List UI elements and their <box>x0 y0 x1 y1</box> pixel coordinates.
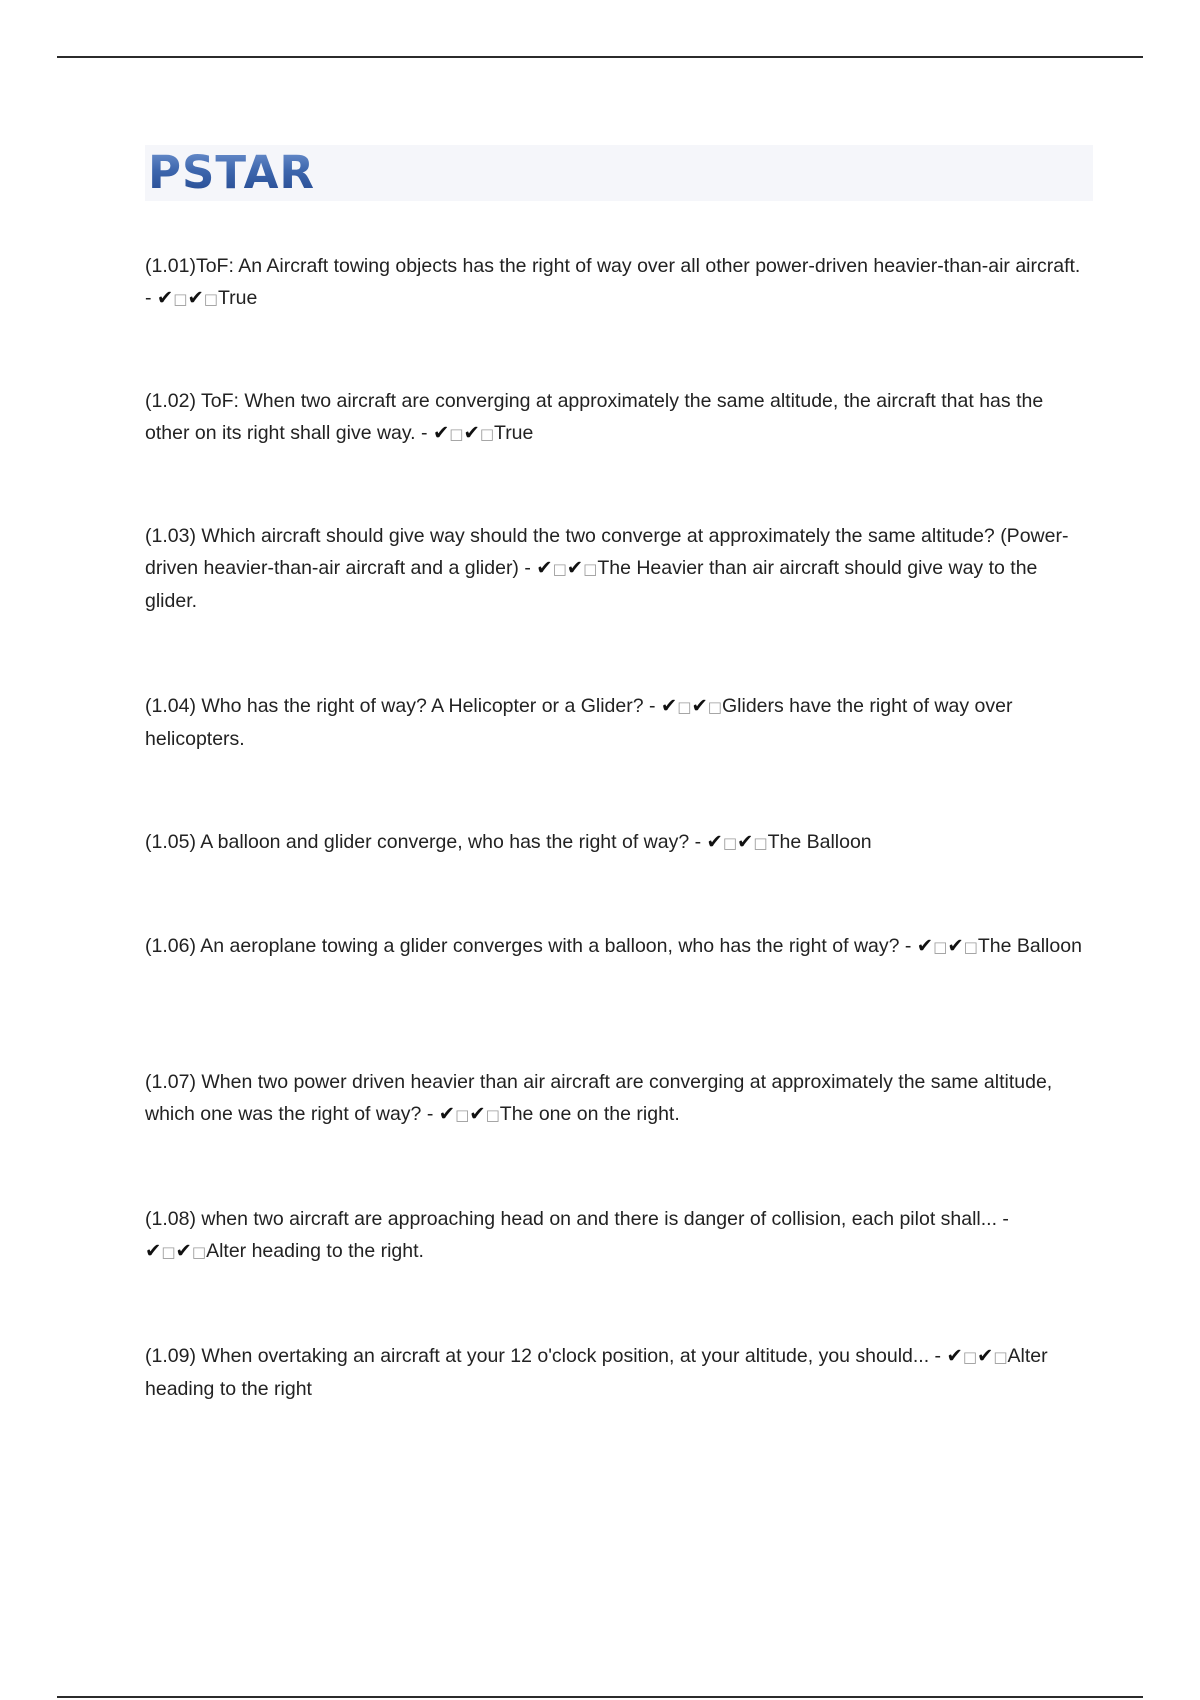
box-icon: □ <box>455 1106 470 1124</box>
answer-text: Gliders have the right of way over helicopters. <box>145 695 1013 750</box>
question-text: (1.04) Who has the right of way? A Helicopter or a Glider? - <box>145 695 661 717</box>
check-mark-icon: ✔ <box>706 830 723 853</box>
box-icon: □ <box>583 560 598 578</box>
question-item <box>145 520 1085 617</box>
box-icon: □ <box>191 1243 207 1261</box>
question-item <box>145 690 1085 755</box>
check-mark-icon: ✔ <box>469 1102 486 1125</box>
check-mark-icon: ✔ <box>145 1239 162 1262</box>
answer-text: The Balloon <box>767 831 872 853</box>
check-mark-icon: ✔ <box>432 421 450 444</box>
check-mark-icon: ✔ <box>175 1239 192 1262</box>
answer-text: The Balloon <box>977 935 1082 957</box>
question-text: (1.03) Which aircraft should give way should the two converge at approximately the same altitude? (Power-driven heavier-than-air aircraft and a glider) - <box>145 525 1069 579</box>
answer-text: Alter heading to the right <box>145 1345 1048 1400</box>
box-icon: □ <box>479 425 494 443</box>
box-icon: □ <box>962 1348 978 1366</box>
box-icon: □ <box>933 938 948 956</box>
box-icon: □ <box>449 425 464 443</box>
check-mark-icon: ✔ <box>566 556 584 579</box>
answer-text: Alter heading to the right. <box>206 1240 424 1262</box>
question-item <box>145 1203 1085 1268</box>
question-item <box>145 385 1085 450</box>
box-icon: □ <box>203 290 218 308</box>
check-mark-icon: ✔ <box>946 1344 963 1367</box>
question-item <box>145 930 1085 963</box>
question-item <box>145 250 1085 315</box>
bottom-rule <box>57 1696 1143 1698</box>
box-icon: □ <box>485 1106 500 1124</box>
check-mark-icon: ✔ <box>977 1344 994 1367</box>
check-mark-icon: ✔ <box>438 1102 456 1125</box>
answer-text: The one on the right. <box>499 1103 680 1125</box>
answer-text: The Heavier than air aircraft should give way to the glider. <box>145 557 1038 612</box>
question-text: (1.06) An aeroplane towing a glider converges with a balloon, who has the right of way? - <box>145 935 917 957</box>
check-mark-icon: ✔ <box>660 694 678 717</box>
question-text: (1.07) When two power driven heavier than air aircraft are converging at approximately the same altitude, which one was the right of way? - <box>145 1071 1053 1125</box>
box-icon: □ <box>552 560 567 578</box>
question-text: (1.08) when two aircraft are approaching head on and there is danger of collision, each pilot shall... - <box>145 1208 1009 1230</box>
answer-text: True <box>494 422 534 444</box>
check-mark-icon: ✔ <box>691 694 708 717</box>
check-mark-icon: ✔ <box>463 421 480 444</box>
question-text: (1.09) When overtaking an aircraft at your 12 o'clock position, at your altitude, you should... - <box>145 1345 947 1367</box>
box-icon: □ <box>963 938 978 956</box>
check-mark-icon: ✔ <box>536 556 553 579</box>
question-item <box>145 826 1085 859</box>
question-text: (1.01)ToF: An Aircraft towing objects has the right of way over all other power-driven heavier-than-air aircraft. - <box>145 255 1081 309</box>
check-mark-icon: ✔ <box>156 286 174 309</box>
question-text: (1.02) ToF: When two aircraft are converging at approximately the same altitude, the aircraft that has the other on its right shall give way. - <box>145 390 1044 444</box>
question-text: (1.05) A balloon and glider converge, who has the right of way? - <box>145 831 707 853</box>
box-icon: □ <box>753 834 768 852</box>
title-banner <box>145 145 1093 201</box>
box-icon: □ <box>722 834 738 852</box>
check-mark-icon: ✔ <box>187 286 204 309</box>
check-mark-icon: ✔ <box>737 830 754 853</box>
top-rule <box>57 56 1143 58</box>
document-title: PSTAR <box>148 146 316 199</box>
check-mark-icon: ✔ <box>947 934 964 957</box>
box-icon: □ <box>173 290 188 308</box>
box-icon: □ <box>707 698 722 716</box>
question-item <box>145 1340 1085 1405</box>
box-icon: □ <box>161 1243 176 1261</box>
check-mark-icon: ✔ <box>916 934 934 957</box>
box-icon: □ <box>677 698 692 716</box>
question-item <box>145 1066 1085 1131</box>
box-icon: □ <box>993 1348 1008 1366</box>
answer-text: True <box>217 287 258 309</box>
